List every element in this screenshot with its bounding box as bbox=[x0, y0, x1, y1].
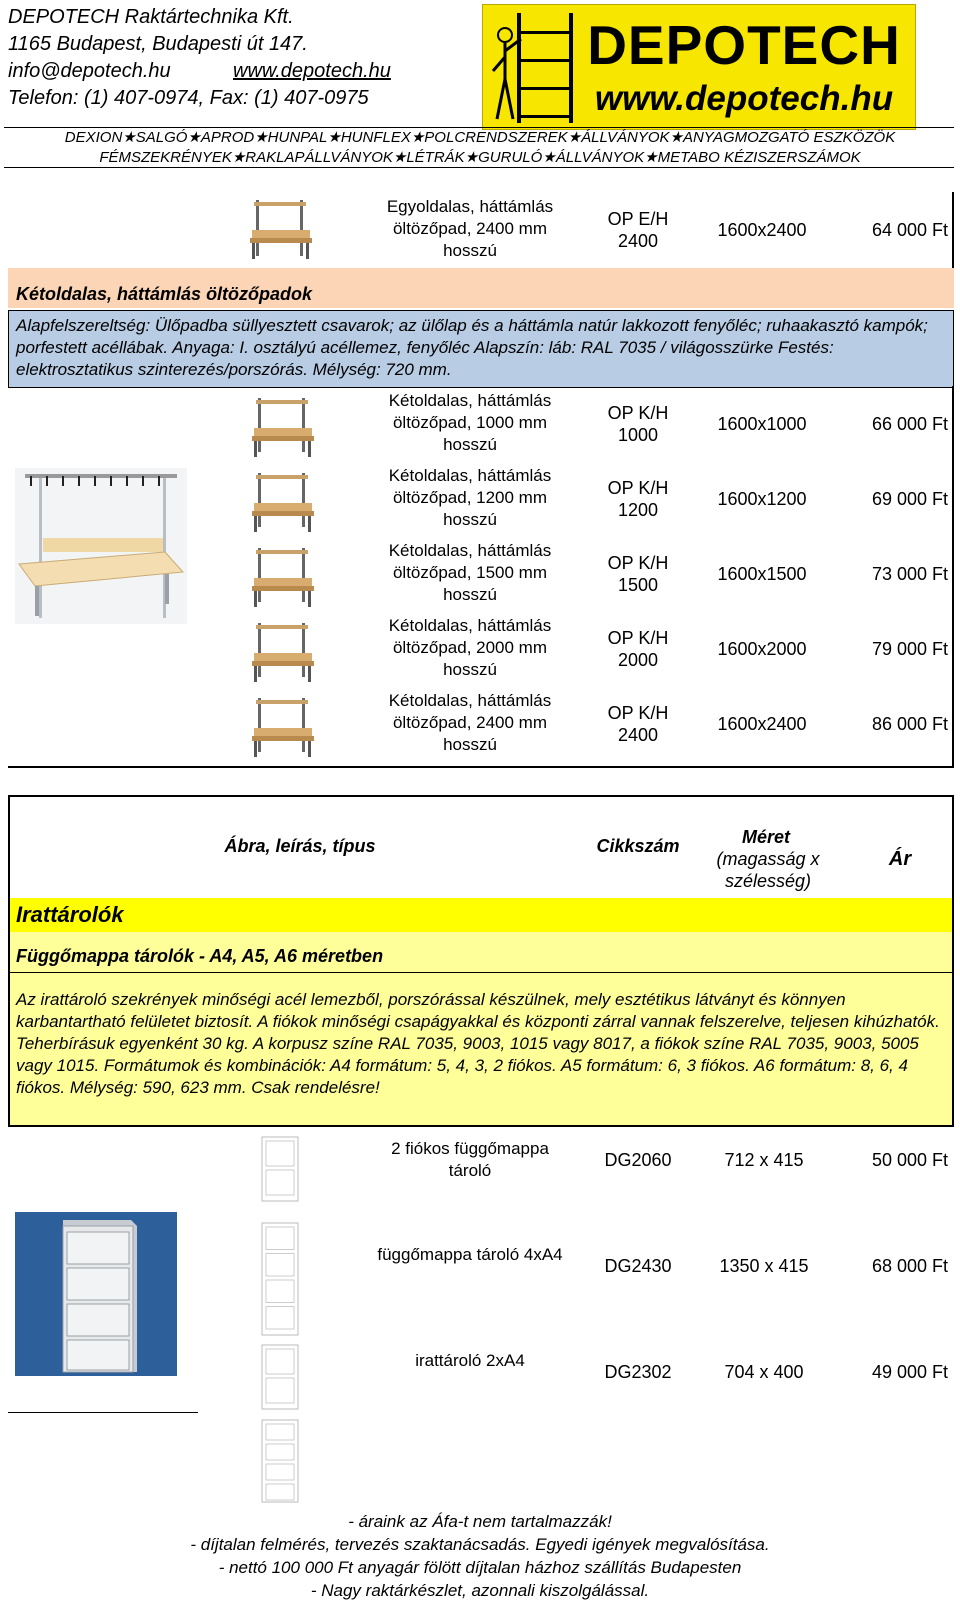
double-bench-thumbnail-icon bbox=[244, 396, 318, 460]
header-price: Ár bbox=[888, 848, 912, 870]
header-size-title: Méret bbox=[741, 827, 790, 847]
bench-row-code: OP K/H 2400 bbox=[607, 703, 669, 745]
bench-row-description: Kétoldalas, háttámlás öltözőpad, 2400 mm hosszú bbox=[388, 691, 552, 754]
double-bench-thumbnail-icon bbox=[244, 546, 318, 610]
header-divider-bottom bbox=[4, 167, 954, 168]
bench-size: 1600x2400 bbox=[717, 220, 807, 240]
cabinet-row-size: 712 x 415 bbox=[724, 1150, 804, 1170]
logo-url: www.depotech.hu bbox=[594, 79, 894, 118]
bench-code: OP E/H 2400 bbox=[607, 209, 669, 251]
subcategory-title: Függőmappa tárolók - A4, A5, A6 méretben bbox=[16, 946, 384, 966]
cabinet-row-size: 1350 x 415 bbox=[719, 1256, 809, 1276]
bench-row-code: OP K/H 1000 bbox=[607, 403, 669, 445]
bench-row-size: 1600x1000 bbox=[717, 414, 807, 434]
bench-row-price: 73 000 Ft bbox=[871, 564, 948, 584]
cabinet-row-description: 2 fiókos függőmappa tároló bbox=[391, 1139, 549, 1180]
subcategory-band bbox=[10, 932, 952, 972]
bench-row-code: OP K/H 1500 bbox=[607, 553, 669, 595]
bench-row-size: 1600x1200 bbox=[717, 489, 807, 509]
cabinet-thumbnail-icon bbox=[258, 1136, 302, 1202]
bench-row-code: OP K/H 2000 bbox=[607, 628, 669, 670]
cabinet-row-price: 50 000 Ft bbox=[871, 1150, 948, 1170]
cabinet-row-description: függőmappa tároló 4xA4 bbox=[377, 1245, 563, 1264]
category-title: Irattárolók bbox=[16, 902, 124, 927]
cabinet-thumbnail-icon bbox=[258, 1344, 302, 1410]
bench-row-price: 86 000 Ft bbox=[871, 714, 948, 734]
company-address: 1165 Budapest, Budapesti út 147. bbox=[8, 33, 308, 55]
section1-description-band bbox=[8, 310, 954, 388]
cabinet-row-size: 704 x 400 bbox=[724, 1362, 804, 1382]
section1-right-border bbox=[952, 386, 954, 768]
section1-title: Kétoldalas, háttámlás öltözőpadok bbox=[16, 284, 313, 304]
section1-bottom-border bbox=[8, 766, 954, 768]
header-figure: Ábra, leírás, típus bbox=[224, 836, 376, 856]
bench-row-description: Kétoldalas, háttámlás öltözőpad, 1000 mm hosszú bbox=[388, 391, 552, 454]
footer-note-4: - Nagy raktárkészlet, azonnali kiszolgálással. bbox=[310, 1581, 650, 1600]
company-phone: Telefon: (1) 407-0974, Fax: (1) 407-0975 bbox=[8, 87, 369, 109]
worker-shelf-logo-icon bbox=[487, 9, 577, 125]
logo-wordmark: DEPOTECH bbox=[587, 14, 901, 76]
bench-price: 64 000 Ft bbox=[871, 220, 948, 240]
cabinet-row-code: DG2060 bbox=[604, 1150, 672, 1170]
cabinet-row-code: DG2430 bbox=[604, 1256, 672, 1276]
company-name: DEPOTECH Raktártechnika Kft. bbox=[8, 6, 294, 28]
bench-row-size: 1600x2000 bbox=[717, 639, 807, 659]
footer-note-2: - díjtalan felmérés, tervezés szaktanácsadás. Egyedi igények megvalósítása. bbox=[190, 1535, 770, 1554]
footer-note-3: - nettó 100 000 Ft anyagár fölött díjtalan házhoz szállítás Budapesten bbox=[218, 1558, 742, 1577]
company-email[interactable]: info@depotech.hu bbox=[8, 60, 171, 82]
bench-row-code: OP K/H 1200 bbox=[607, 478, 669, 520]
section1-description: Alapfelszereltség: Ülőpadba süllyesztett csavarok; az ülőlap és a háttámla natúr lakkozott fenyőléc; ruhaakasztó kampók; porfestett acéllábak. Anyaga: I. osztályú acéllemez, fenyőléc Alapszín: láb: RAL 7035 / világosszürke Festés: elektrosztatikus szinterezés/porszórás. Mélység: 720 mm. bbox=[16, 316, 928, 379]
bench-thumbnail-icon bbox=[242, 196, 316, 266]
photo-underline bbox=[8, 1412, 198, 1413]
section1-title-band bbox=[8, 268, 954, 308]
filing-cabinet-photo-icon bbox=[15, 1212, 177, 1376]
double-bench-thumbnail-icon bbox=[244, 696, 318, 760]
bench-row-price: 66 000 Ft bbox=[871, 414, 948, 434]
depotech-logo bbox=[482, 4, 916, 130]
cabinet-thumbnail-icon bbox=[258, 1222, 302, 1336]
cabinet-row-code: DG2302 bbox=[604, 1362, 672, 1382]
double-bench-thumbnail-icon bbox=[244, 621, 318, 685]
category-band bbox=[10, 898, 952, 932]
footer-note-1: - áraink az Áfa-t nem tartalmazzák! bbox=[348, 1512, 612, 1531]
cabinet-row-description: irattároló 2xA4 bbox=[415, 1351, 525, 1370]
bench-row-description: Kétoldalas, háttámlás öltözőpad, 1200 mm hosszú bbox=[388, 466, 552, 529]
double-bench-thumbnail-icon bbox=[244, 471, 318, 535]
cabinet-row-price: 49 000 Ft bbox=[871, 1362, 948, 1382]
category-list-line-2: FÉMSZEKRÉNYEK★RAKLAPÁLLVÁNYOK★LÉTRÁK★GURULÓ★ÁLLVÁNYOK★METABO KÉZISZERSZÁMOK bbox=[99, 149, 861, 166]
double-bench-photo-icon bbox=[15, 468, 187, 624]
bench-row-price: 79 000 Ft bbox=[871, 639, 948, 659]
header-size-sub: (magasság x szélesség) bbox=[716, 849, 820, 891]
cabinet-row-price: 68 000 Ft bbox=[871, 1256, 948, 1276]
bench-description: Egyoldalas, háttámlás öltözőpad, 2400 mm hosszú bbox=[386, 197, 554, 260]
bench-row-description: Kétoldalas, háttámlás öltözőpad, 1500 mm hosszú bbox=[388, 541, 552, 604]
bench-row-size: 1600x1500 bbox=[717, 564, 807, 584]
table1-right-border bbox=[952, 192, 954, 268]
table2-description-band bbox=[10, 972, 952, 1125]
header-code: Cikkszám bbox=[596, 836, 680, 856]
bench-row-description: Kétoldalas, háttámlás öltözőpad, 2000 mm hosszú bbox=[388, 616, 552, 679]
table2-description: Az irattároló szekrények minőségi acél lemezből, porszórással készülnek, mely esztétikus látványt és könnyen karbantartható felületet biztosít. A fiókok minőségi csapágyakkal és központi zárral vannak felszerelve, teljesen kihúzhatók. Teherbírásuk egyenként 30 kg. A korpusz színe RAL 7035, 9003, 1015 vagy 8017, a fiókok színe RAL 7035, 9003, 5005 vagy 1015. Formátumok és kombinációk: A4 formátum: 5, 4, 3, 2 fiókos. A5 formátum: 6, 3 fiókos. A6 formátum: 8, 6, 4 fiókos. Mélység: 590, 623 mm. Csak rendelésre! bbox=[16, 990, 940, 1097]
cabinet-thumbnail-icon bbox=[258, 1418, 302, 1504]
bench-row-size: 1600x2400 bbox=[717, 714, 807, 734]
bench-row-price: 69 000 Ft bbox=[871, 489, 948, 509]
company-website-link[interactable]: www.depotech.hu bbox=[233, 60, 391, 82]
category-list-line-1: DEXION★SALGÓ★APROD★HUNPAL★HUNFLEX★POLCRENDSZEREK★ÁLLVÁNYOK★ANYAGMOZGATÓ ESZKÖZÖK bbox=[64, 129, 896, 146]
